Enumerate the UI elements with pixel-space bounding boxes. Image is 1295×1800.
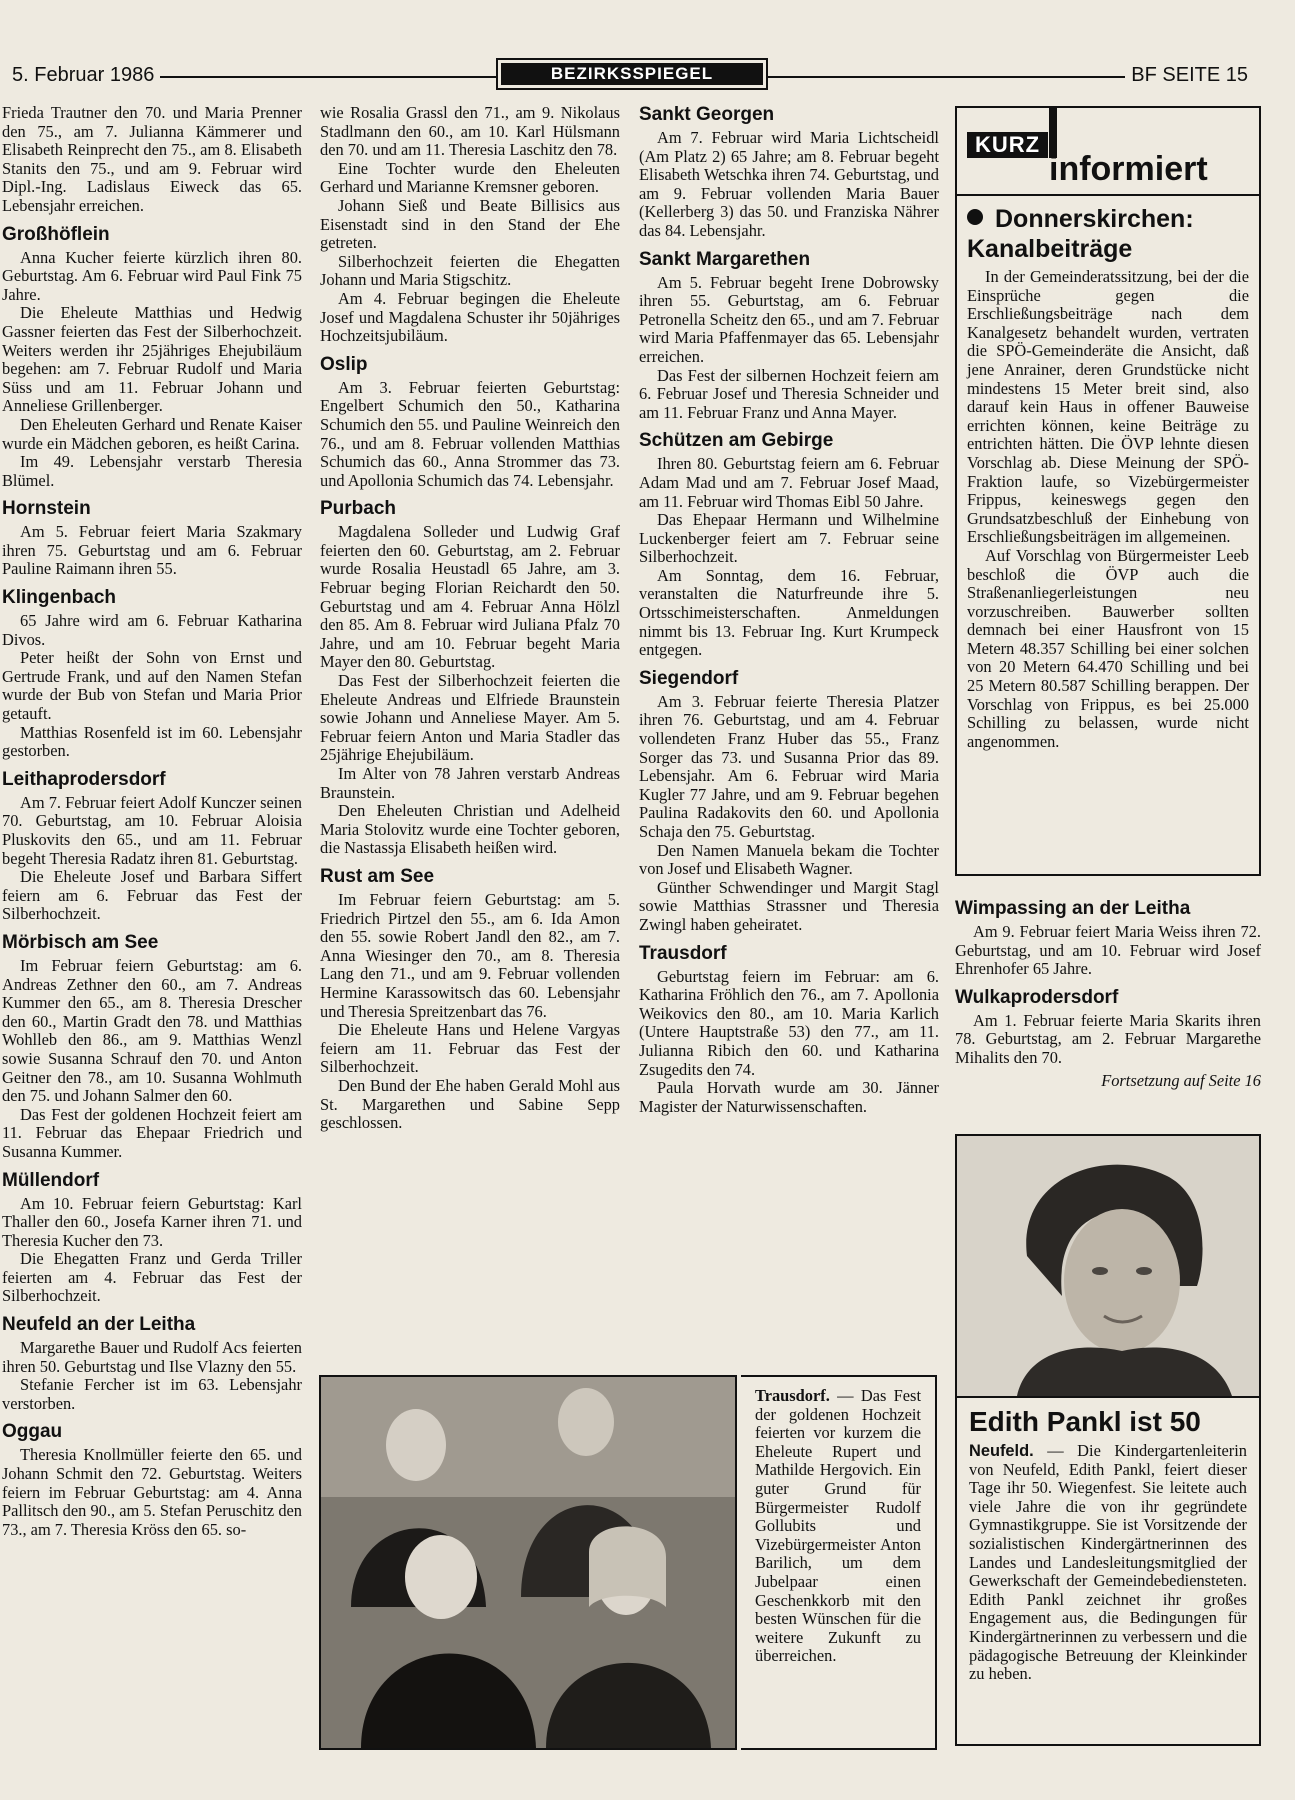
kurz-informiert-box <box>955 106 1261 876</box>
portrait-photo <box>957 1136 1259 1398</box>
heading-rust: Rust am See <box>320 865 435 887</box>
col2-intro: wie Rosalia Grassl den 71., am 9. Nikolaus Stadlmann den 60., am 10. Karl Hülsmann den 70. und am 11. Theresia Laschitz den 78. <box>320 103 620 160</box>
paragraph: Am 10. Februar feiern Geburtstag: Karl Thaller den 60., Josefa Karner ihren 71. und Theresia Kucher den 73. <box>2 1193 302 1250</box>
paragraph: Auf Vorschlag von Bürgermeister Leeb beschloß die ÖVP auch die Straßenanliegerleistungen neu vorzuschreiben. Bauwerber sollten demnach bei einer Hausfront von 15 Metern 48.357 Schilling bei einer solchen von 20 Metern 64.470 Schilling und bei 25 Metern 80.587 Schilling berappen. Der Vorschlag von Frippus, es bei 25.000 Schilling zu belassen, wurde nicht angenommen. <box>967 545 1249 751</box>
right-column-news <box>955 898 1261 1090</box>
kurz-informiert-logo <box>957 108 1259 196</box>
paragraph: Eine Tochter wurde den Eheleuten Gerhard und Marianne Kremsner geboren. <box>320 158 620 197</box>
heading-klingenbach: Klingenbach <box>2 587 117 609</box>
paragraph: Den Bund der Ehe haben Gerald Mohl aus St. Margarethen und Sabine Sepp geschlossen. <box>320 1075 620 1133</box>
issue-date: 5. Februar 1986 <box>6 64 160 87</box>
paragraph: Das Fest der silbernen Hochzeit feiern am 6. Februar Josef und Theresia Schneider und am 11. Februar Franz und Anna Mayer. <box>639 365 939 422</box>
paragraph: Matthias Rosenfeld ist im 60. Lebensjahr gestorben. <box>2 722 302 761</box>
caption-dateline: Trausdorf. <box>755 1386 830 1405</box>
heading-neufeld: Neufeld an der Leitha <box>2 1314 196 1336</box>
paragraph: Am 7. Februar feiert Adolf Kunczer seinen 70. Geburtstag, am 10. Februar Aloisia Pluskovits den 65., und am 11. Februar begeht Theresia Radatz ihren 81. Geburtstag. <box>2 792 302 868</box>
kurz-headline: Donnerskirchen: Kanalbeiträge <box>967 205 1194 263</box>
paragraph: Am 7. Februar wird Maria Lichtscheidl (Am Platz 2) 65 Jahre; am 8. Februar begeht Elisabeth Wetschka ihren 74. Geburtstag, und am 9. Februar vollenden Maria Bauer (Kellerberg 3) das 50. und Franziska Nährer das 84. Lebensjahr. <box>639 128 939 240</box>
heading-moerbisch: Mörbisch am See <box>2 931 159 953</box>
section-title: BEZIRKSSPIEGEL <box>501 63 763 85</box>
paragraph: Magdalena Solleder und Ludwig Graf feierten den 60. Geburtstag, am 2. Februar wurde Rosalia Heustadl 65 Jahre, am 3. Februar beging Florian Reichardt den 50. Geburtstag und am 4. Februar Anna Hölzl den 85. Am 8. Februar wird Juliana Pfalz 70 Jahre, und am 10. Februar begeht Maria Mayer den 80. Geburtstag. <box>320 522 620 672</box>
col1-intro: Frieda Trautner den 70. und Maria Prenner den 75., am 7. Julianna Kämmerer und Elisabeth Reinprecht den 75., am 8. Elisabeth Stanits den 75., und am 9. Februar wird Dipl.-Ing. Ladislaus Eiweck das 65. Lebensjahr erreichen. <box>2 103 302 215</box>
heading-grosshoeflein: Großhöflein <box>2 223 110 245</box>
heading-wulkaprodersdorf: Wulkaprodersdorf <box>955 986 1119 1008</box>
pankl-text <box>957 1398 1259 1692</box>
heading-hornstein: Hornstein <box>2 498 91 520</box>
pankl-paragraph: Neufeld. — Die Kindergartenleiterin von Neufeld, Edith Pankl, feiert dieser Tage ihr 50. Wiegenfest. Sie leitete auch viele Jahre die von ihr gegründete Gymnastikgruppe. Sie ist Vorsitzende der sozialistischen Kindergärtnerinnen des Landes und Landesleitungsmitglied der Gewerkschaft der Gemeindebediensteten. Edith Pankl zeichnet ihr großes Engagement aus, die Bedingungen für Kindergärtnerinnen zu verbessern und die pädagogische Betreuung der Kleinkinder zu heben. <box>969 1441 1247 1684</box>
paragraph: Am 3. Februar feierte Theresia Platzer ihren 76. Geburtstag, und am 4. Februar vollendeten Franz Huber das 55., Franz Sorger das 73. und Susanna Prior das 89. Lebensjahr. Am 6. Februar wird Maria Kugler 77 Jahre, und am 9. Februar begehen Paulina Radakovits den 60. und Apollonia Schaja den 75. Geburtstag. <box>639 691 939 841</box>
paragraph: Das Fest der goldenen Hochzeit feiert am 11. Februar das Ehepaar Friedrich und Susanna Kummer. <box>2 1104 302 1161</box>
page-number: BF SEITE 15 <box>1125 64 1254 87</box>
paragraph: Die Ehegatten Franz und Gerda Triller feierten am 4. Februar das Fest der Silberhochzeit. <box>2 1249 302 1306</box>
pankl-headline: Edith Pankl ist 50 <box>969 1406 1201 1437</box>
paragraph: Das Fest der Silberhochzeit feierten die Eheleute Andreas und Elfriede Braunstein sowie Johann und Anneliese Mayer. Am 5. Februar feiern Anton und Maria Stadler das 25jährige Ehejubiläum. <box>320 671 620 765</box>
page-header <box>6 58 1254 94</box>
paragraph: Silberhochzeit feierten die Ehegatten Johann und Maria Stigschitz. <box>320 251 620 290</box>
paragraph: Am 1. Februar feierte Maria Skarits ihren 78. Geburtstag, am 2. Februar Margarethe Mihalits den 70. <box>955 1010 1261 1067</box>
paragraph: Stefanie Fercher ist im 63. Lebensjahr verstorben. <box>2 1375 302 1413</box>
heading-schuetzen: Schützen am Gebirge <box>639 430 834 452</box>
heading-wimpassing: Wimpassing an der Leitha <box>955 898 1191 919</box>
bullet-icon <box>967 209 983 225</box>
heading-sankt-georgen: Sankt Georgen <box>639 104 775 125</box>
paragraph: Anna Kucher feierte kürzlich ihren 80. Geburtstag. Am 6. Februar wird Paul Fink 75 Jahre. <box>2 247 302 304</box>
column-3 <box>639 104 939 1116</box>
column-1 <box>2 104 302 1539</box>
paragraph: Die Eheleute Matthias und Hedwig Gassner feierten das Fest der Silberhochzeit. Weiters werden ihr 25jähriges Ehejubiläum begehen: am 7. Februar Rudolf und Maria Süss und am 11. Februar Johann und Anneliese Grillenberger. <box>2 303 302 416</box>
paragraph: Den Namen Manuela bekam die Tochter von Josef und Elisabeth Wagner. <box>639 840 939 879</box>
paragraph: 65 Jahre wird am 6. Februar Katharina Divos. <box>2 611 302 649</box>
paragraph: Am 5. Februar feiert Maria Szakmary ihren 75. Geburtstag und am 6. Februar Pauline Raimann ihren 55. <box>2 522 302 579</box>
paragraph: Ihren 80. Geburtstag feiern am 6. Februar Adam Mad und am 7. Februar Josef Maad, am 11. Februar wird Thomas Eibl 50 Jahre. <box>639 454 939 511</box>
paragraph: Die Eheleute Josef und Barbara Siffert feiern am 6. Februar das Fest der Silberhochzeit. <box>2 867 302 924</box>
paragraph: Im Februar feiern Geburtstag: am 5. Friedrich Pirtzel den 55., am 6. Ida Amon den 55. sowie Robert Jandl den 82., am 7. Anna Wiesinger den 70., am 8. Theresia Lang den 71., und am 9. Februar vollenden Hermine Karassowitsch das 60. Lebensjahr und Theresia Spreitzenbart das 76. <box>320 889 620 1021</box>
heading-trausdorf: Trausdorf <box>639 942 727 964</box>
paragraph: Am 4. Februar begingen die Eheleute Josef und Magdalena Schuster ihr 50jähriges Hochzeitsjubiläum. <box>320 288 620 346</box>
paragraph: Paula Horvath wurde am 30. Jänner Magister der Naturwissenschaften. <box>639 1078 939 1116</box>
paragraph: Im 49. Lebensjahr verstarb Theresia Blümel. <box>2 452 302 490</box>
paragraph: Geburtstag feiern im Februar: am 6. Katharina Fröhlich den 76., am 7. Apollonia Weikovics den 80., am 10. Maria Karlich (Untere Hauptstraße 53) den 77., am 11. Julianna Ribich den 60. und Katharina Zsugedits den 74. <box>639 966 939 1079</box>
paragraph: Peter heißt der Sohn von Ernst und Gertrude Frank, und auf den Namen Stefan wurde der Bub von Stefan und Maria Prior getauft. <box>2 648 302 724</box>
caption-paragraph: Trausdorf. — Das Fest der goldenen Hochzeit feierten vor kurzem die Eheleute Rupert und Mathilde Hergovich. Ein guter Grund für Bürgermeister Rudolf Gollubits und Vizebürgermeister Anton Barilich, um dem Jubelpaar einen Geschenkkorb mit den besten Wünschen für die weitere Zukunft zu überreichen. <box>755 1386 921 1666</box>
pankl-feature-box <box>955 1134 1261 1746</box>
paragraph: Die Eheleute Hans und Helene Vargyas feiern am 11. Februar das Fest der Silberhochzeit. <box>320 1020 620 1077</box>
heading-muellendorf: Müllendorf <box>2 1169 100 1191</box>
paragraph: Am 9. Februar feiert Maria Weiss ihren 72. Geburtstag, und am 10. Februar wird Josef Ehrenhofer 65 Jahre. <box>955 922 1261 979</box>
group-photo-caption <box>741 1375 937 1750</box>
paragraph: Margarethe Bauer und Rudolf Acs feierten ihren 50. Geburtstag und Ilse Vlazny den 55. <box>2 1338 302 1376</box>
heading-oslip: Oslip <box>320 353 368 375</box>
paragraph: Im Alter von 78 Jahren verstarb Andreas Braunstein. <box>320 764 620 802</box>
heading-oggau: Oggau <box>2 1421 63 1443</box>
heading-siegendorf: Siegendorf <box>639 667 739 689</box>
paragraph: Theresia Knollmüller feierte den 65. und Johann Schmit den 72. Geburtstag. Weiters feiern im Februar Geburtstag: am 4. Anna Pallitsch den 90., am 5. Stefan Peruschitz den 73., am 7. Theresia Kröss den 65. so- <box>2 1445 302 1539</box>
paragraph: Günther Schwendinger und Margit Stagl sowie Matthias Strassner und Theresia Zwingl haben geheiratet. <box>639 877 939 934</box>
paragraph: Am 3. Februar feierten Geburtstag: Engelbert Schumich den 50., Katharina Schumich den 55. und Pauline Weinreich den 76., und am 8. Februar vollenden Matthias Schumich das 60., Anna Strommer das 73. und Apollonia Schumich das 74. Lebensjahr. <box>320 377 620 490</box>
portrait-illustration <box>957 1136 1259 1396</box>
logo-informiert: informiert <box>1049 150 1208 188</box>
heading-sankt-margarethen: Sankt Margarethen <box>639 248 811 270</box>
paragraph: Im Februar feiern Geburtstag: am 6. Andreas Zethner den 60., am 7. Andreas Kummer den 65., am 8. Theresia Drescher den 60., Martin Gradt den 78. und Matthias Wohlleb den 86., am 9. Matthias Wenzl sowie Susanna Schrauf den 70. und Anton Geitner den 78., am 10. Susanna Wohlmuth den 75. und Johann Salmer den 60. <box>2 955 302 1106</box>
section-badge <box>496 58 768 90</box>
heading-purbach: Purbach <box>320 498 397 520</box>
paragraph: In der Gemeinderatssitzung, bei der die Einsprüche gegen die Erschließungsbeiträge nach dem Kanalgesetz behandelt wurden, vertraten die SPÖ-Gemeinderäte die Ansicht, daß jene Anrainer, deren Grundstücke nicht mindestens 15 Meter breit sind, also darauf kein Haus in offener Bauweise errichten können, keine Beiträge zu entrichten hätten. Die ÖVP lehnte diesen Vorschlag ab. Diese Meinung der SPÖ-Fraktion laufe, so Vizebürgermeister Frippus, keineswegs gegen den Grundsatzbeschluß der Einhebung von Erschließungsbeiträgen im allgemeinen. <box>967 267 1249 547</box>
paragraph: Das Ehepaar Hermann und Wilhelmine Luckenberger feiert am 7. Februar seine Silberhochzeit. <box>639 510 939 567</box>
paragraph: Den Eheleuten Gerhard und Renate Kaiser wurde ein Mädchen geboren, es heißt Carina. <box>2 414 302 453</box>
continued-note: Fortsetzung auf Seite 16 <box>1101 1070 1261 1090</box>
heading-leithaprodersdorf: Leithaprodersdorf <box>2 768 166 790</box>
group-photo <box>319 1375 737 1750</box>
paragraph: Am 5. Februar begeht Irene Dobrowsky ihren 55. Geburtstag, am 6. Februar Petronella Scheitz den 65., und am 7. Februar wird Maria Pfaffenmayer das 65. Lebensjahr erreichen. <box>639 272 939 366</box>
group-photo-illustration <box>321 1377 735 1748</box>
column-2 <box>320 104 620 1133</box>
paragraph: Den Eheleuten Christian und Adelheid Maria Stolovitz wurde eine Tochter geboren, die Nastassja Elisabeth heißen wird. <box>320 801 620 858</box>
logo-kurz: KURZ <box>967 132 1048 158</box>
paragraph: Johann Sieß und Beate Billisics aus Eisenstadt sind in den Stand der Ehe getreten. <box>320 195 620 253</box>
dateline: Neufeld. <box>969 1442 1034 1460</box>
paragraph: Am Sonntag, dem 16. Februar, veranstalten die Naturfreunde ihre 5. Ortsschimeisterschaften. Anmeldungen nimmt bis 13. Februar Ing. Kurt Krumpeck entgegen. <box>639 565 939 660</box>
